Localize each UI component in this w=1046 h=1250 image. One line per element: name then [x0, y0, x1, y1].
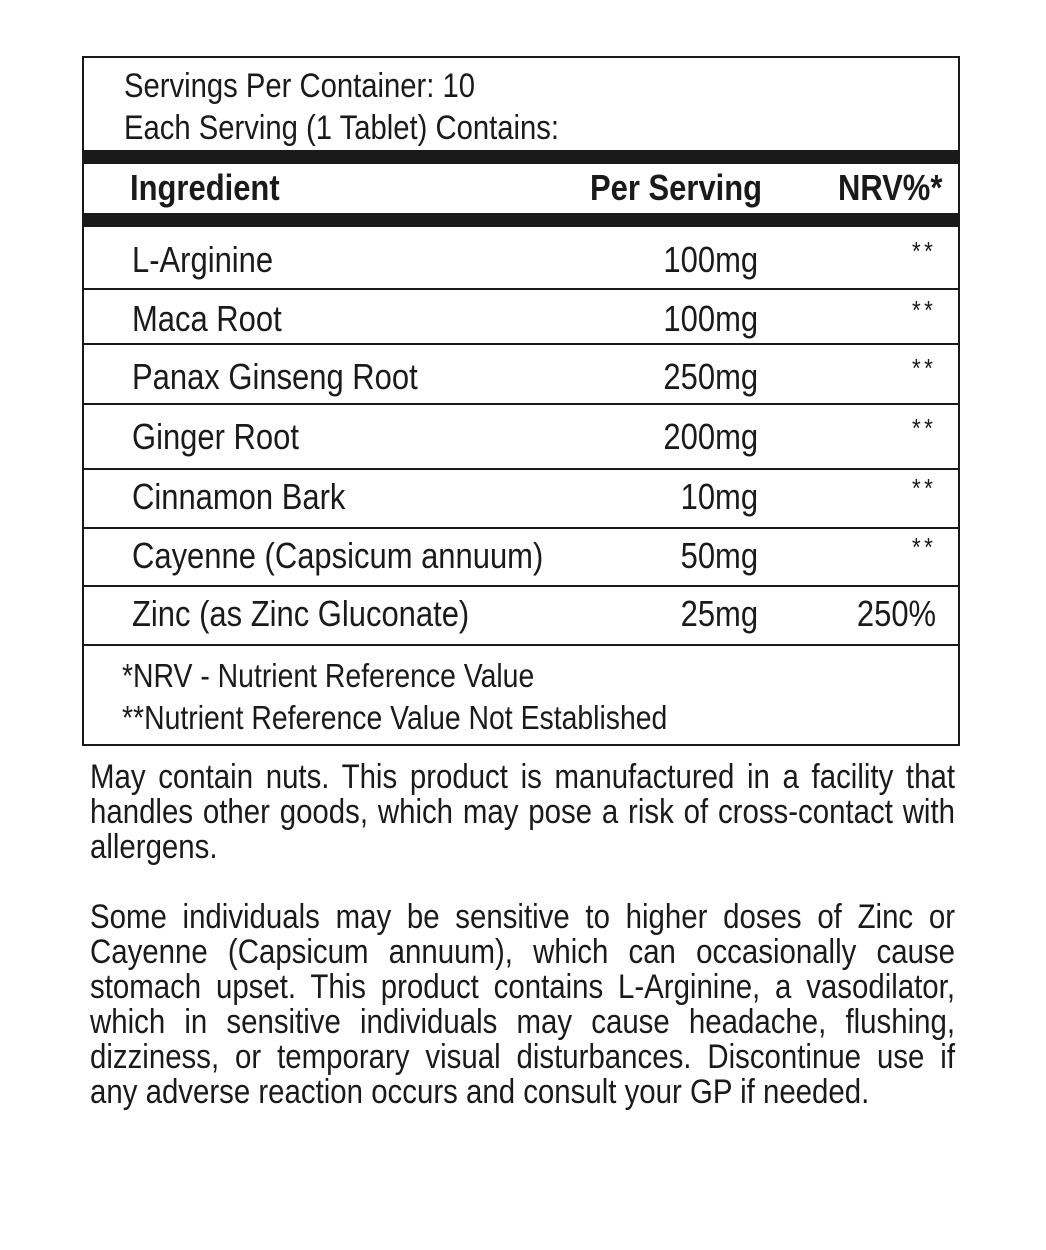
column-header-nrv: NRV%*: [837, 167, 942, 208]
table-row: [84, 408, 958, 466]
ingredient-amount: 25mg: [680, 593, 758, 634]
allergen-warning: May contain nuts. This product is manufactured in a facility that handles other goods, which may pose a risk of cross-contact with allergens.: [90, 758, 955, 866]
table-row: [84, 527, 958, 585]
ingredient-name: Cayenne (Capsicum annuum): [132, 535, 544, 576]
nrv-footnote: *NRV - Nutrient Reference Value: [122, 657, 535, 694]
ingredient-nrv: 250%: [856, 593, 936, 634]
ingredient-nrv: **: [911, 236, 936, 266]
table-row: [84, 290, 958, 348]
sensitivity-warning: Some individuals may be sensitive to higher doses of Zinc or Cayenne (Capsicum annuum), which can occasionally cause stomach upset. This product contains L-Arginine, a vasodilator, which in sensitive individuals may cause headache, flushing, dizziness, or temporary visual disturbances. Discontinue use if any adverse reaction occurs and consult your GP if needed.: [90, 898, 955, 1111]
ingredient-amount: 200mg: [663, 416, 758, 457]
ingredient-amount: 100mg: [663, 298, 758, 339]
ingredient-amount: 50mg: [680, 535, 758, 576]
row-divider: [84, 343, 958, 345]
ingredient-name: L-Arginine: [132, 239, 274, 280]
ingredient-nrv: **: [911, 473, 936, 503]
table-row: [84, 348, 958, 406]
ingredient-amount: 250mg: [663, 356, 758, 397]
table-row: [84, 231, 958, 289]
ingredient-name: Zinc (as Zinc Gluconate): [132, 593, 470, 634]
ingredient-name: Ginger Root: [132, 416, 299, 457]
ingredient-nrv: **: [911, 532, 936, 562]
row-divider: [84, 644, 958, 646]
serving-size: Each Serving (1 Tablet) Contains:: [124, 109, 560, 147]
ingredient-nrv: **: [911, 413, 936, 443]
column-header-per-serving: Per Serving: [589, 167, 762, 208]
not-established-footnote: **Nutrient Reference Value Not Established: [122, 699, 668, 736]
supplement-facts-panel: [82, 56, 960, 746]
table-row: [84, 585, 958, 643]
servings-per-container: Servings Per Container: 10: [124, 67, 476, 105]
ingredient-name: Cinnamon Bark: [132, 476, 346, 517]
ingredient-amount: 10mg: [680, 476, 758, 517]
ingredient-name: Panax Ginseng Root: [132, 356, 418, 397]
ingredient-nrv: **: [911, 353, 936, 383]
column-header-ingredient: Ingredient: [130, 167, 280, 208]
ingredient-amount: 100mg: [663, 239, 758, 280]
ingredient-name: Maca Root: [132, 298, 282, 339]
row-divider: [84, 403, 958, 405]
table-row: [84, 468, 958, 526]
header-divider-bar: [84, 150, 958, 164]
column-header-divider-bar: [84, 213, 958, 227]
ingredient-nrv: **: [911, 295, 936, 325]
